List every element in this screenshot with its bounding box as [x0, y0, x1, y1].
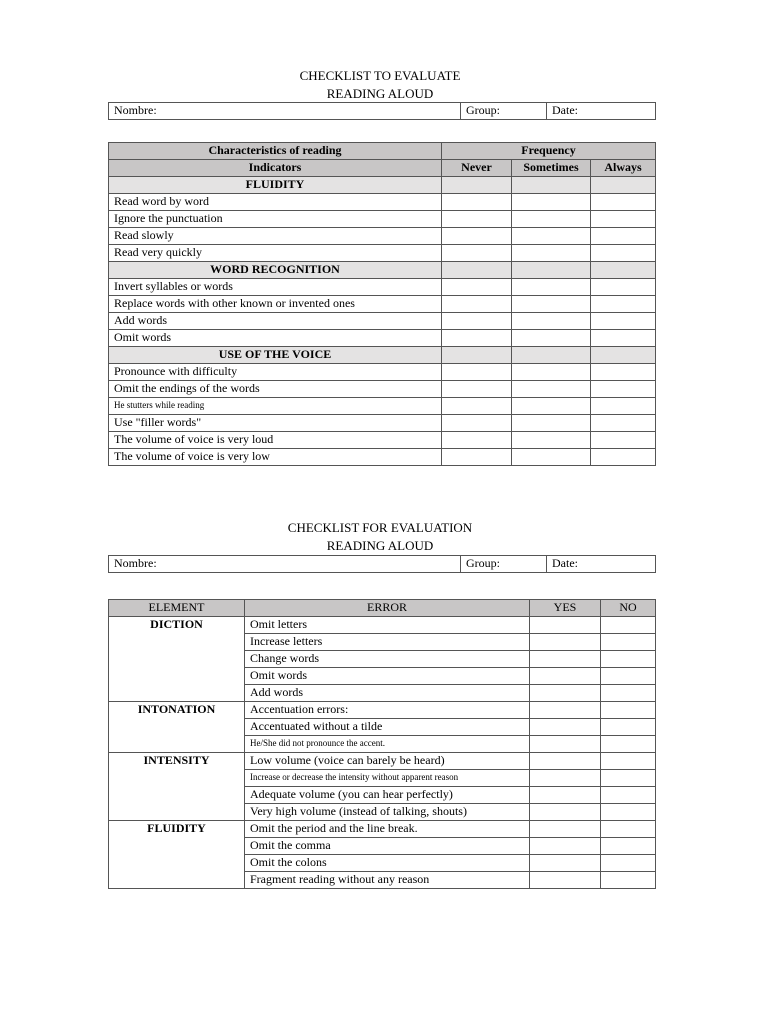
indicator-row — [109, 279, 656, 296]
error-header: ERROR — [245, 600, 530, 617]
indicator-row — [109, 432, 656, 449]
always-checkbox-cell[interactable] — [591, 432, 656, 449]
no-checkbox-cell[interactable] — [601, 838, 656, 855]
indicator-row — [109, 398, 656, 415]
group-field[interactable]: Group: — [461, 556, 547, 573]
date-field[interactable]: Date: — [547, 103, 656, 120]
yes-checkbox-cell[interactable] — [530, 838, 601, 855]
always-checkbox-cell[interactable] — [591, 330, 656, 347]
sometimes-checkbox-cell[interactable] — [512, 228, 591, 245]
sometimes-checkbox-cell[interactable] — [512, 194, 591, 211]
no-checkbox-cell[interactable] — [601, 770, 656, 787]
indicator-label: Replace words with other known or invented ones — [109, 296, 442, 313]
error-label: Omit letters — [245, 617, 530, 634]
error-label: Accentuated without a tilde — [245, 719, 530, 736]
never-checkbox-cell[interactable] — [442, 449, 512, 466]
sometimes-checkbox-cell[interactable] — [512, 364, 591, 381]
never-header: Never — [442, 160, 512, 177]
no-checkbox-cell[interactable] — [601, 617, 656, 634]
error-label: Fragment reading without any reason — [245, 872, 530, 889]
yes-checkbox-cell[interactable] — [530, 753, 601, 770]
indicator-row — [109, 296, 656, 313]
never-checkbox-cell[interactable] — [442, 296, 512, 313]
never-checkbox-cell[interactable] — [442, 381, 512, 398]
section-title: WORD RECOGNITION — [109, 262, 442, 279]
yes-checkbox-cell[interactable] — [530, 702, 601, 719]
error-row — [109, 821, 656, 838]
indicator-label: Read very quickly — [109, 245, 442, 262]
name-field[interactable]: Nombre: — [109, 556, 461, 573]
indicator-label: Pronounce with difficulty — [109, 364, 442, 381]
indicators-header: Indicators — [109, 160, 442, 177]
checklist2-table — [108, 599, 656, 889]
sometimes-header: Sometimes — [512, 160, 591, 177]
never-checkbox-cell[interactable] — [442, 330, 512, 347]
never-checkbox-cell[interactable] — [442, 279, 512, 296]
no-header: NO — [601, 600, 656, 617]
yes-checkbox-cell[interactable] — [530, 617, 601, 634]
sometimes-checkbox-cell[interactable] — [512, 415, 591, 432]
always-checkbox-cell[interactable] — [591, 211, 656, 228]
no-checkbox-cell[interactable] — [601, 736, 656, 753]
indicator-label: Use "filler words" — [109, 415, 442, 432]
sometimes-checkbox-cell[interactable] — [512, 398, 591, 415]
no-checkbox-cell[interactable] — [601, 804, 656, 821]
section-title: FLUIDITY — [109, 177, 442, 194]
always-checkbox-cell[interactable] — [591, 381, 656, 398]
yes-checkbox-cell[interactable] — [530, 855, 601, 872]
no-checkbox-cell[interactable] — [601, 821, 656, 838]
section-row — [109, 262, 656, 279]
indicator-row — [109, 330, 656, 347]
no-checkbox-cell[interactable] — [601, 685, 656, 702]
section-blank-cell — [442, 177, 512, 194]
sometimes-checkbox-cell[interactable] — [512, 449, 591, 466]
checklist1-title-line1: CHECKLIST TO EVALUATE — [299, 68, 461, 83]
error-label: Omit the comma — [245, 838, 530, 855]
always-checkbox-cell[interactable] — [591, 313, 656, 330]
indicator-label: The volume of voice is very low — [109, 449, 442, 466]
indicator-label: Read slowly — [109, 228, 442, 245]
sometimes-checkbox-cell[interactable] — [512, 296, 591, 313]
never-checkbox-cell[interactable] — [442, 211, 512, 228]
checklist1-table — [108, 142, 656, 466]
never-checkbox-cell[interactable] — [442, 194, 512, 211]
no-checkbox-cell[interactable] — [601, 855, 656, 872]
never-checkbox-cell[interactable] — [442, 415, 512, 432]
never-checkbox-cell[interactable] — [442, 364, 512, 381]
yes-checkbox-cell[interactable] — [530, 872, 601, 889]
yes-checkbox-cell[interactable] — [530, 770, 601, 787]
indicator-row — [109, 449, 656, 466]
always-checkbox-cell[interactable] — [591, 228, 656, 245]
indicator-row — [109, 381, 656, 398]
error-label: He/She did not pronounce the accent. — [245, 736, 530, 753]
no-checkbox-cell[interactable] — [601, 719, 656, 736]
section-blank-cell — [442, 262, 512, 279]
indicator-label: Add words — [109, 313, 442, 330]
sometimes-checkbox-cell[interactable] — [512, 432, 591, 449]
no-checkbox-cell[interactable] — [601, 668, 656, 685]
date-field[interactable]: Date: — [547, 556, 656, 573]
checklist2-info-table — [108, 555, 656, 573]
always-checkbox-cell[interactable] — [591, 449, 656, 466]
no-checkbox-cell[interactable] — [601, 702, 656, 719]
sometimes-checkbox-cell[interactable] — [512, 381, 591, 398]
section-blank-cell — [591, 177, 656, 194]
indicator-row — [109, 313, 656, 330]
frequency-header: Frequency — [442, 143, 656, 160]
no-checkbox-cell[interactable] — [601, 634, 656, 651]
error-label: Accentuation errors: — [245, 702, 530, 719]
element-label: FLUIDITY — [109, 821, 245, 889]
element-label: INTENSITY — [109, 753, 245, 821]
error-row — [109, 617, 656, 634]
indicator-label: The volume of voice is very loud — [109, 432, 442, 449]
checklist2-title-line2: READING ALOUD — [326, 538, 434, 553]
yes-checkbox-cell[interactable] — [530, 651, 601, 668]
indicator-row — [109, 415, 656, 432]
error-label: Adequate volume (you can hear perfectly) — [245, 787, 530, 804]
section-blank-cell — [591, 347, 656, 364]
indicator-label: Ignore the punctuation — [109, 211, 442, 228]
indicator-row — [109, 194, 656, 211]
always-checkbox-cell[interactable] — [591, 398, 656, 415]
section-blank-cell — [512, 262, 591, 279]
sometimes-checkbox-cell[interactable] — [512, 330, 591, 347]
no-checkbox-cell[interactable] — [601, 651, 656, 668]
never-checkbox-cell[interactable] — [442, 432, 512, 449]
always-checkbox-cell[interactable] — [591, 415, 656, 432]
error-label: Increase or decrease the intensity without apparent reason — [245, 770, 530, 787]
indicator-row — [109, 245, 656, 262]
indicator-label: He stutters while reading — [109, 398, 442, 415]
no-checkbox-cell[interactable] — [601, 753, 656, 770]
always-checkbox-cell[interactable] — [591, 245, 656, 262]
error-label: Very high volume (instead of talking, shouts) — [245, 804, 530, 821]
no-checkbox-cell[interactable] — [601, 872, 656, 889]
name-field[interactable]: Nombre: — [109, 103, 461, 120]
error-label: Increase letters — [245, 634, 530, 651]
never-checkbox-cell[interactable] — [442, 313, 512, 330]
section-row — [109, 347, 656, 364]
section-blank-cell — [442, 347, 512, 364]
indicator-label: Omit words — [109, 330, 442, 347]
indicator-label: Invert syllables or words — [109, 279, 442, 296]
indicator-label: Read word by word — [109, 194, 442, 211]
always-checkbox-cell[interactable] — [591, 194, 656, 211]
never-checkbox-cell[interactable] — [442, 245, 512, 262]
element-header: ELEMENT — [109, 600, 245, 617]
always-checkbox-cell[interactable] — [591, 279, 656, 296]
error-label: Omit the period and the line break. — [245, 821, 530, 838]
sometimes-checkbox-cell[interactable] — [512, 279, 591, 296]
yes-header: YES — [530, 600, 601, 617]
always-checkbox-cell[interactable] — [591, 364, 656, 381]
error-row — [109, 702, 656, 719]
never-checkbox-cell[interactable] — [442, 228, 512, 245]
yes-checkbox-cell[interactable] — [530, 787, 601, 804]
section-title: USE OF THE VOICE — [109, 347, 442, 364]
characteristics-header: Characteristics of reading — [109, 143, 442, 160]
yes-checkbox-cell[interactable] — [530, 634, 601, 651]
group-field[interactable]: Group: — [461, 103, 547, 120]
section-row — [109, 177, 656, 194]
indicator-label: Omit the endings of the words — [109, 381, 442, 398]
always-header: Always — [591, 160, 656, 177]
yes-checkbox-cell[interactable] — [530, 668, 601, 685]
checklist1-title-line2: READING ALOUD — [326, 86, 434, 101]
section-blank-cell — [512, 177, 591, 194]
yes-checkbox-cell[interactable] — [530, 685, 601, 702]
checklist2-title-line1: CHECKLIST FOR EVALUATION — [287, 520, 473, 535]
always-checkbox-cell[interactable] — [591, 296, 656, 313]
indicator-row — [109, 211, 656, 228]
section-blank-cell — [591, 262, 656, 279]
no-checkbox-cell[interactable] — [601, 787, 656, 804]
error-row — [109, 753, 656, 770]
element-label: DICTION — [109, 617, 245, 702]
indicator-row — [109, 364, 656, 381]
error-label: Low volume (voice can barely be heard) — [245, 753, 530, 770]
sometimes-checkbox-cell[interactable] — [512, 313, 591, 330]
never-checkbox-cell[interactable] — [442, 398, 512, 415]
sometimes-checkbox-cell[interactable] — [512, 211, 591, 228]
section-blank-cell — [512, 347, 591, 364]
indicator-row — [109, 228, 656, 245]
error-label: Change words — [245, 651, 530, 668]
checklist1-info-table — [108, 102, 656, 120]
error-label: Omit words — [245, 668, 530, 685]
element-label: INTONATION — [109, 702, 245, 753]
error-label: Add words — [245, 685, 530, 702]
yes-checkbox-cell[interactable] — [530, 821, 601, 838]
yes-checkbox-cell[interactable] — [530, 719, 601, 736]
error-label: Omit the colons — [245, 855, 530, 872]
yes-checkbox-cell[interactable] — [530, 736, 601, 753]
sometimes-checkbox-cell[interactable] — [512, 245, 591, 262]
yes-checkbox-cell[interactable] — [530, 804, 601, 821]
